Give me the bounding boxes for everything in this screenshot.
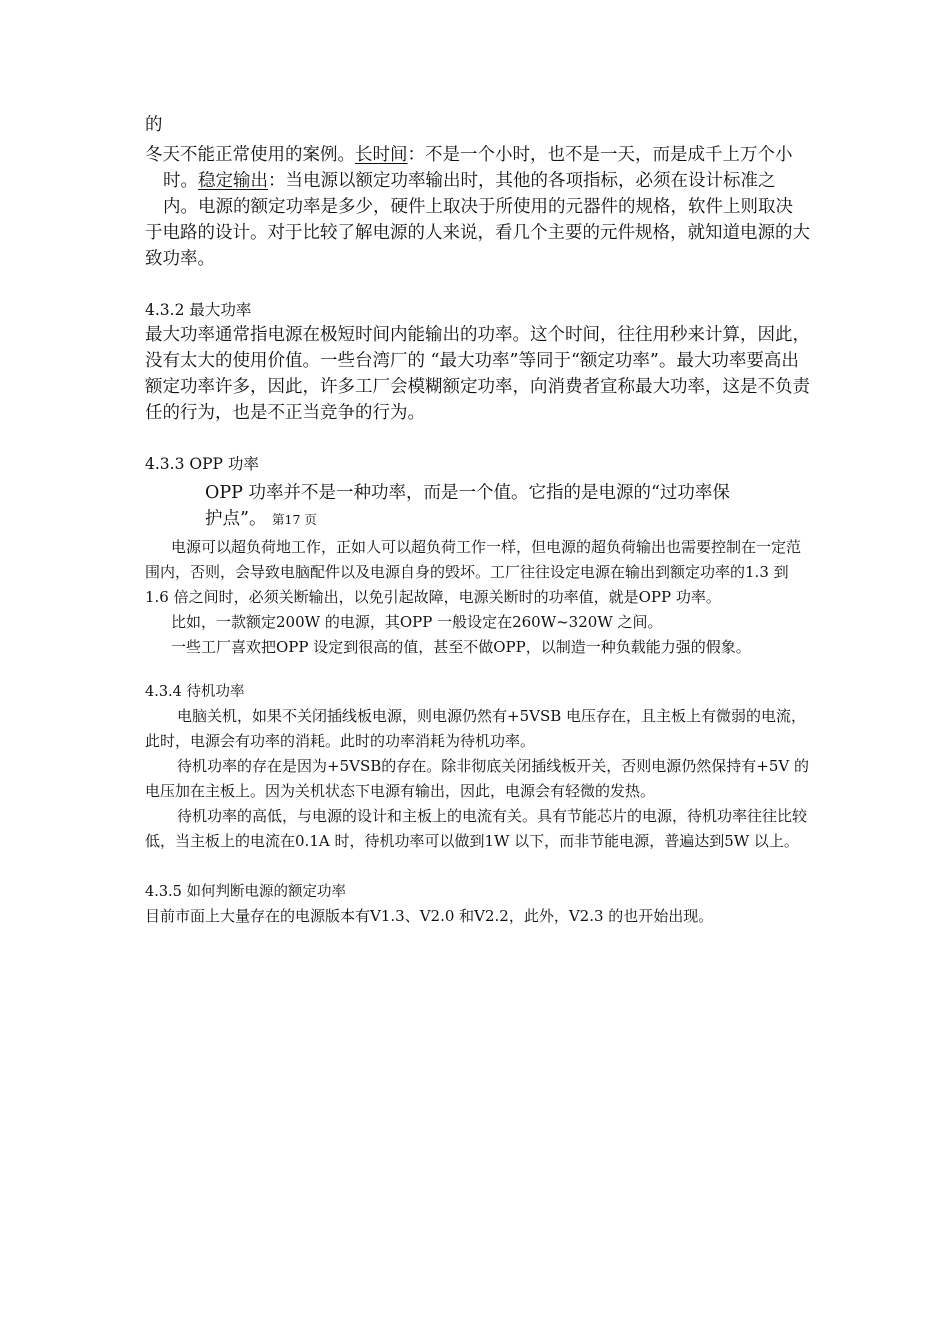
section-body-4-3-5: 目前市面上大量存在的电源版本有V1.3、V2.0 和V2.2，此外，V2.3 的也开始出现。 [145, 907, 714, 925]
intro-line: 的 [145, 115, 163, 135]
term-stable-output: 稳定输出 [198, 171, 268, 191]
standby-paragraph-1: 电脑关机，如果不关闭插线板电源，则电源仍然有+5VSB 电压存在，且主板上有微弱的电流，此时，电源会有功率的消耗。此时的功率消耗为待机功率。 [145, 707, 807, 750]
opp-lead [145, 480, 810, 533]
intro-paragraph-1 [145, 142, 810, 220]
opp-paragraph-3: 一些工厂喜欢把OPP 设定到很高的值，甚至不做OPP，以制造一种负载能力强的假象。 [171, 638, 751, 656]
document-page [145, 112, 810, 929]
section-heading-4-3-5: 4.3.5 如何判断电源的额定功率 [145, 884, 347, 900]
intro-text-a: 冬天不能正常使用的案例。 [145, 145, 355, 165]
intro-text-c: ：当电源以额定功率输出时，其他的各项指标，必须在设计标准之内。电源的额定功率是多少，硬件上取决于所使用的元器件的规格，软件上则取决 [163, 171, 793, 217]
section-heading-4-3-2: 4.3.2 最大功率 [145, 301, 252, 319]
opp-lead-line-2 [205, 506, 810, 533]
page-number: 第17 页 [272, 512, 317, 527]
section-heading-4-3-3: 4.3.3 OPP 功率 [145, 455, 259, 473]
intro-text-b: ：不是一个小时，也不是一天，而是成千上万个小时。 [163, 145, 793, 191]
opp-paragraph-1: 电源可以超负荷地工作，正如人可以超负荷工作一样，但电源的超负荷输出也需要控制在一定范围内，否则，会导致电脑配件以及电源自身的毁坏。工厂往往设定电源在输出到额定功率的1.3 到1.6 倍之间时，必须关断输出，以免引起故障，电源关断时的功率值，就是OPP 功率。 [145, 538, 802, 606]
standby-paragraph-2: 待机功率的存在是因为+5VSB的存在。除非彻底关闭插线板开关，否则电源仍然保持有+5V 的电压加在主板上。因为关机状态下电源有输出，因此，电源会有轻微的发热。 [145, 757, 809, 800]
section-heading-4-3-4: 4.3.4 待机功率 [145, 684, 245, 700]
section-body-4-3-2: 最大功率通常指电源在极短时间内能输出的功率。这个时间，往往用秒来计算，因此，没有太大的使用价值。一些台湾厂的 “最大功率”等同于“额定功率”。最大功率要高出额定功率许多，因此，许多工厂会模糊额定功率，向消费者宣称最大功率，这是不负责任的行为，也是不正当竞争的行为。 [145, 325, 810, 423]
standby-paragraph-3: 待机功率的高低，与电源的设计和主板上的电流有关。具有节能芯片的电源，待机功率往往比较低，当主板上的电流在0.1A 时，待机功率可以做到1W 以下，而非节能电源，普遍达到5W 以上。 [145, 807, 808, 850]
intro-paragraph-2: 于电路的设计。对于比较了解电源的人来说，看几个主要的元件规格，就知道电源的大致功率。 [145, 223, 810, 269]
opp-lead-line-1: OPP 功率并不是一种功率，而是一个值。它指的是电源的“过功率保 [205, 483, 730, 503]
opp-paragraph-2: 比如，一款额定200W 的电源，其OPP 一般设定在260W~320W 之间。 [171, 613, 663, 631]
term-long-time: 长时间 [355, 145, 408, 165]
opp-lead-text: 护点”。 [205, 509, 267, 529]
